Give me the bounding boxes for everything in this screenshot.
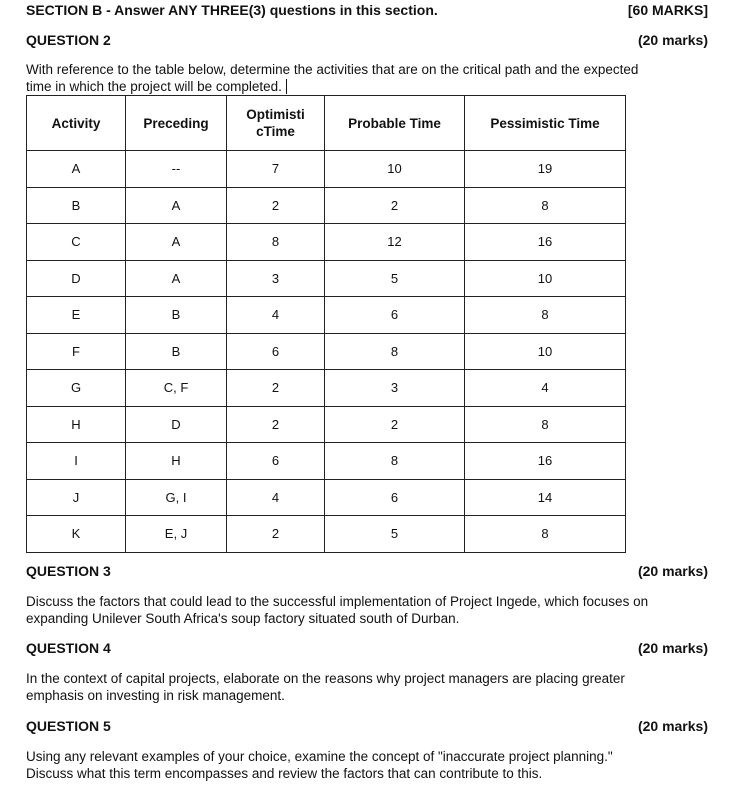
table-row <box>27 260 626 297</box>
question-5-line-2: Discuss what this term encompasses and review the factors that can contribute to this. <box>26 766 543 781</box>
cell-pessimistic-time: 8 <box>465 297 626 334</box>
cell-preceding: A <box>126 224 227 261</box>
cell-probable-time: 6 <box>325 297 465 334</box>
cell-pessimistic-time: 8 <box>465 406 626 443</box>
cell-probable-time: 6 <box>325 479 465 516</box>
cell-pessimistic-time: 16 <box>465 443 626 480</box>
question-3-line-1: Discuss the factors that could lead to the successful implementation of Project Ingede, which focuses on <box>26 594 649 609</box>
cell-probable-time: 8 <box>325 333 465 370</box>
question-2-text-line-2: time in which the project will be completed. <box>26 79 282 94</box>
cell-probable-time: 12 <box>325 224 465 261</box>
question-2-title: QUESTION 2 <box>26 32 111 48</box>
header-optimistic-line-2: cTime <box>256 124 295 139</box>
cell-pessimistic-time: 10 <box>465 333 626 370</box>
question-4-text <box>26 670 666 704</box>
cell-optimistic-time: 4 <box>227 479 325 516</box>
header-preceding: Preceding <box>126 96 227 151</box>
cell-activity: K <box>27 516 126 553</box>
table-row <box>27 151 626 188</box>
header-activity: Activity <box>27 96 126 151</box>
cell-optimistic-time: 7 <box>227 151 325 188</box>
cell-preceding: C, F <box>126 370 227 407</box>
cell-probable-time: 8 <box>325 443 465 480</box>
cell-pessimistic-time: 8 <box>465 516 626 553</box>
cell-activity: A <box>27 151 126 188</box>
question-3-text <box>26 593 666 627</box>
cell-activity: D <box>27 260 126 297</box>
cell-activity: B <box>27 187 126 224</box>
cell-preceding: A <box>126 260 227 297</box>
table-row <box>27 516 626 553</box>
question-3-line-2: expanding Unilever South Africa's soup factory situated south of Durban. <box>26 611 460 626</box>
question-2-text-line-1: With reference to the table below, determine the activities that are on the critical path and the expected <box>26 62 639 77</box>
cell-preceding: D <box>126 406 227 443</box>
question-4-line-2: emphasis on investing in risk management. <box>26 688 285 703</box>
cell-probable-time: 5 <box>325 260 465 297</box>
question-5-text <box>26 748 666 782</box>
question-3-marks: (20 marks) <box>637 563 708 579</box>
section-marks: [60 MARKS] <box>627 2 708 18</box>
cell-preceding: H <box>126 443 227 480</box>
cell-optimistic-time: 8 <box>227 224 325 261</box>
cell-optimistic-time: 3 <box>227 260 325 297</box>
question-5-title: QUESTION 5 <box>26 718 111 734</box>
cell-activity: F <box>27 333 126 370</box>
cell-activity: J <box>27 479 126 516</box>
table-row <box>27 370 626 407</box>
table-row <box>27 406 626 443</box>
cell-preceding: B <box>126 333 227 370</box>
activity-table <box>26 95 626 553</box>
cell-probable-time: 2 <box>325 406 465 443</box>
cell-preceding: A <box>126 187 227 224</box>
cell-optimistic-time: 2 <box>227 516 325 553</box>
cell-pessimistic-time: 16 <box>465 224 626 261</box>
cell-activity: C <box>27 224 126 261</box>
question-4-title: QUESTION 4 <box>26 640 111 656</box>
table-header-row <box>27 96 626 151</box>
header-optimistic-time <box>227 96 325 151</box>
header-pessimistic-time: Pessimistic Time <box>465 96 626 151</box>
table-row <box>27 187 626 224</box>
header-probable-time: Probable Time <box>325 96 465 151</box>
cell-activity: G <box>27 370 126 407</box>
table-row <box>27 297 626 334</box>
cell-activity: E <box>27 297 126 334</box>
cell-preceding: B <box>126 297 227 334</box>
question-5-marks: (20 marks) <box>637 718 708 734</box>
table-row <box>27 224 626 261</box>
cell-probable-time: 3 <box>325 370 465 407</box>
cell-activity: I <box>27 443 126 480</box>
text-cursor <box>282 79 287 94</box>
table-row <box>27 333 626 370</box>
cell-probable-time: 5 <box>325 516 465 553</box>
cell-pessimistic-time: 19 <box>465 151 626 188</box>
cell-probable-time: 2 <box>325 187 465 224</box>
question-4-marks: (20 marks) <box>637 640 708 656</box>
table-row <box>27 443 626 480</box>
cell-preceding: E, J <box>126 516 227 553</box>
cell-optimistic-time: 2 <box>227 370 325 407</box>
section-title: SECTION B - Answer ANY THREE(3) questions in this section. <box>26 2 438 18</box>
cell-probable-time: 10 <box>325 151 465 188</box>
cell-pessimistic-time: 8 <box>465 187 626 224</box>
question-4-line-1: In the context of capital projects, elaborate on the reasons why project managers are placing greater <box>26 671 625 686</box>
question-2-text <box>26 61 666 95</box>
cell-preceding: -- <box>126 151 227 188</box>
cell-pessimistic-time: 4 <box>465 370 626 407</box>
cell-activity: H <box>27 406 126 443</box>
cell-preceding: G, I <box>126 479 227 516</box>
cell-pessimistic-time: 14 <box>465 479 626 516</box>
question-2-marks: (20 marks) <box>637 32 708 48</box>
table-row <box>27 479 626 516</box>
cell-optimistic-time: 4 <box>227 297 325 334</box>
cell-optimistic-time: 2 <box>227 406 325 443</box>
question-3-title: QUESTION 3 <box>26 563 111 579</box>
cell-optimistic-time: 6 <box>227 443 325 480</box>
header-optimistic-line-1: Optimisti <box>246 107 305 122</box>
cell-optimistic-time: 6 <box>227 333 325 370</box>
question-5-line-1: Using any relevant examples of your choice, examine the concept of "inaccurate project planning." <box>26 749 613 764</box>
cell-pessimistic-time: 10 <box>465 260 626 297</box>
cell-optimistic-time: 2 <box>227 187 325 224</box>
